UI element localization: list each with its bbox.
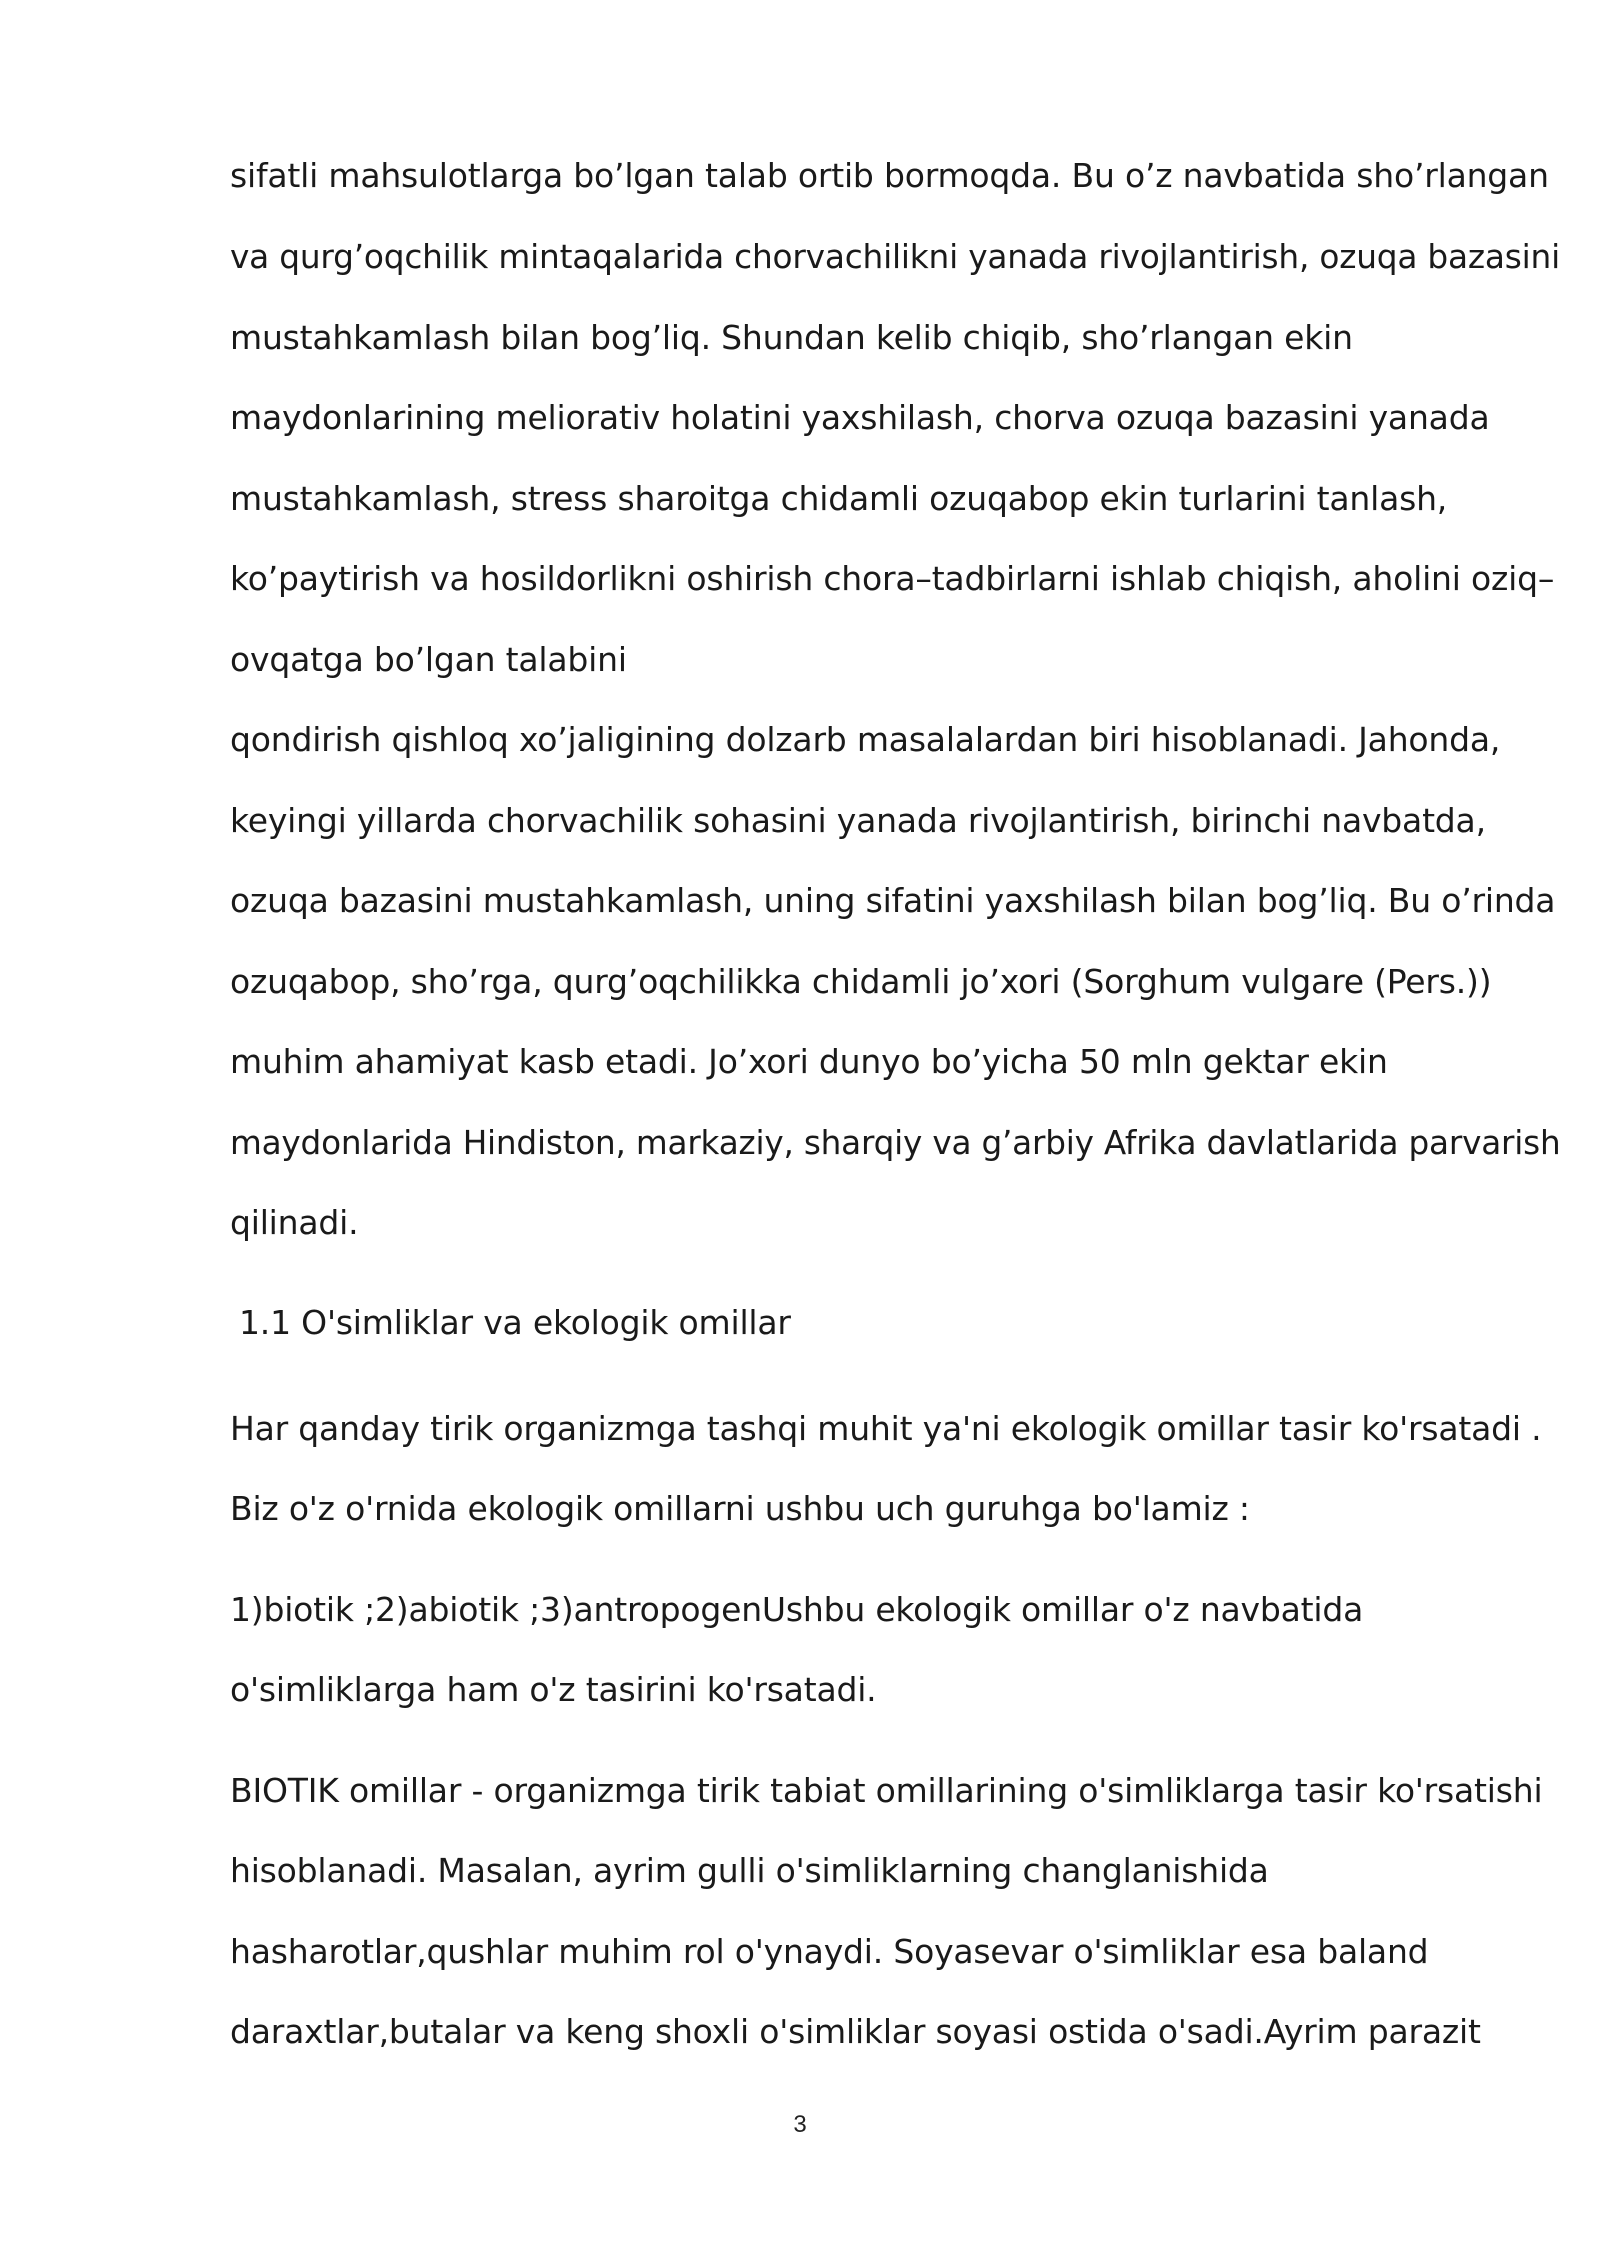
text-line: 1)biotik ;2)abiotik ;3)antropogenUshbu ekologik omillar o'z navbatida — [230, 1590, 1364, 1629]
text-line: ozuqabop, sho’rga, qurg’oqchilikka chidamli jo’xori (Sorghum vulgare (Pers.)) — [230, 962, 1492, 1001]
text-line: o'simliklarga ham o'z tasirini ko'rsatadi. — [230, 1670, 877, 1709]
text-line: ozuqa bazasini mustahkamlash, uning sifatini yaxshilash bilan bog’liq. Bu o’rinda — [230, 881, 1556, 920]
text-line: ko’paytirish va hosildorlikni oshirish chora–tadbirlarni ishlab chiqish, aholini oziq– — [230, 559, 1555, 598]
text-line: va qurg’oqchilik mintaqalarida chorvachilikni yanada rivojlantirish, ozuqa bazasini — [230, 237, 1560, 276]
text-line: qondirish qishloq xo’jaligining dolzarb masalalardan biri hisoblanadi. Jahonda, — [230, 720, 1501, 759]
text-line: Biz o'z o'rnida ekologik omillarni ushbu uch guruhga bo'lamiz : — [230, 1489, 1250, 1528]
text-line: mustahkamlash bilan bog’liq. Shundan kelib chiqib, sho’rlangan ekin — [230, 318, 1353, 357]
text-line: sifatli mahsulotlarga bo’lgan talab ortib bormoqda. Bu o’z navbatida sho’rlangan — [230, 156, 1549, 195]
text-line: qilinadi. — [230, 1203, 359, 1242]
text-line: BIOTIK omillar - organizmga tirik tabiat omillarining o'simliklarga tasir ko'rsatishi — [230, 1771, 1543, 1810]
text-line: keyingi yillarda chorvachilik sohasini yanada rivojlantirish, birinchi navbatda, — [230, 801, 1486, 840]
text-line: ovqatga bo’lgan talabini — [230, 640, 627, 679]
text-line: mustahkamlash, stress sharoitga chidamli ozuqabop ekin turlarini tanlash, — [230, 479, 1448, 518]
text-line: hisoblanadi. Masalan, ayrim gulli o'simliklarning changlanishida — [230, 1851, 1269, 1890]
text-line: muhim ahamiyat kasb etadi. Jo’xori dunyo bo’yicha 50 mln gektar ekin — [230, 1042, 1388, 1081]
text-line: hasharotlar,qushlar muhim rol o'ynaydi. Soyasevar o'simliklar esa baland — [230, 1932, 1429, 1971]
text-line: maydonlarining meliorativ holatini yaxshilash, chorva ozuqa bazasini yanada — [230, 398, 1490, 437]
text-line: maydonlarida Hindiston, markaziy, sharqiy va g’arbiy Afrika davlatlarida parvarish — [230, 1123, 1561, 1162]
section-heading: 1.1 O'simliklar va ekologik omillar — [239, 1303, 791, 1342]
text-line: Har qanday tirik organizmga tashqi muhit ya'ni ekologik omillar tasir ko'rsatadi . — [230, 1409, 1542, 1448]
text-line: daraxtlar,butalar va keng shoxli o'simliklar soyasi ostida o'sadi.Ayrim parazit — [230, 2012, 1481, 2051]
page-number: 3 — [793, 2111, 807, 2138]
